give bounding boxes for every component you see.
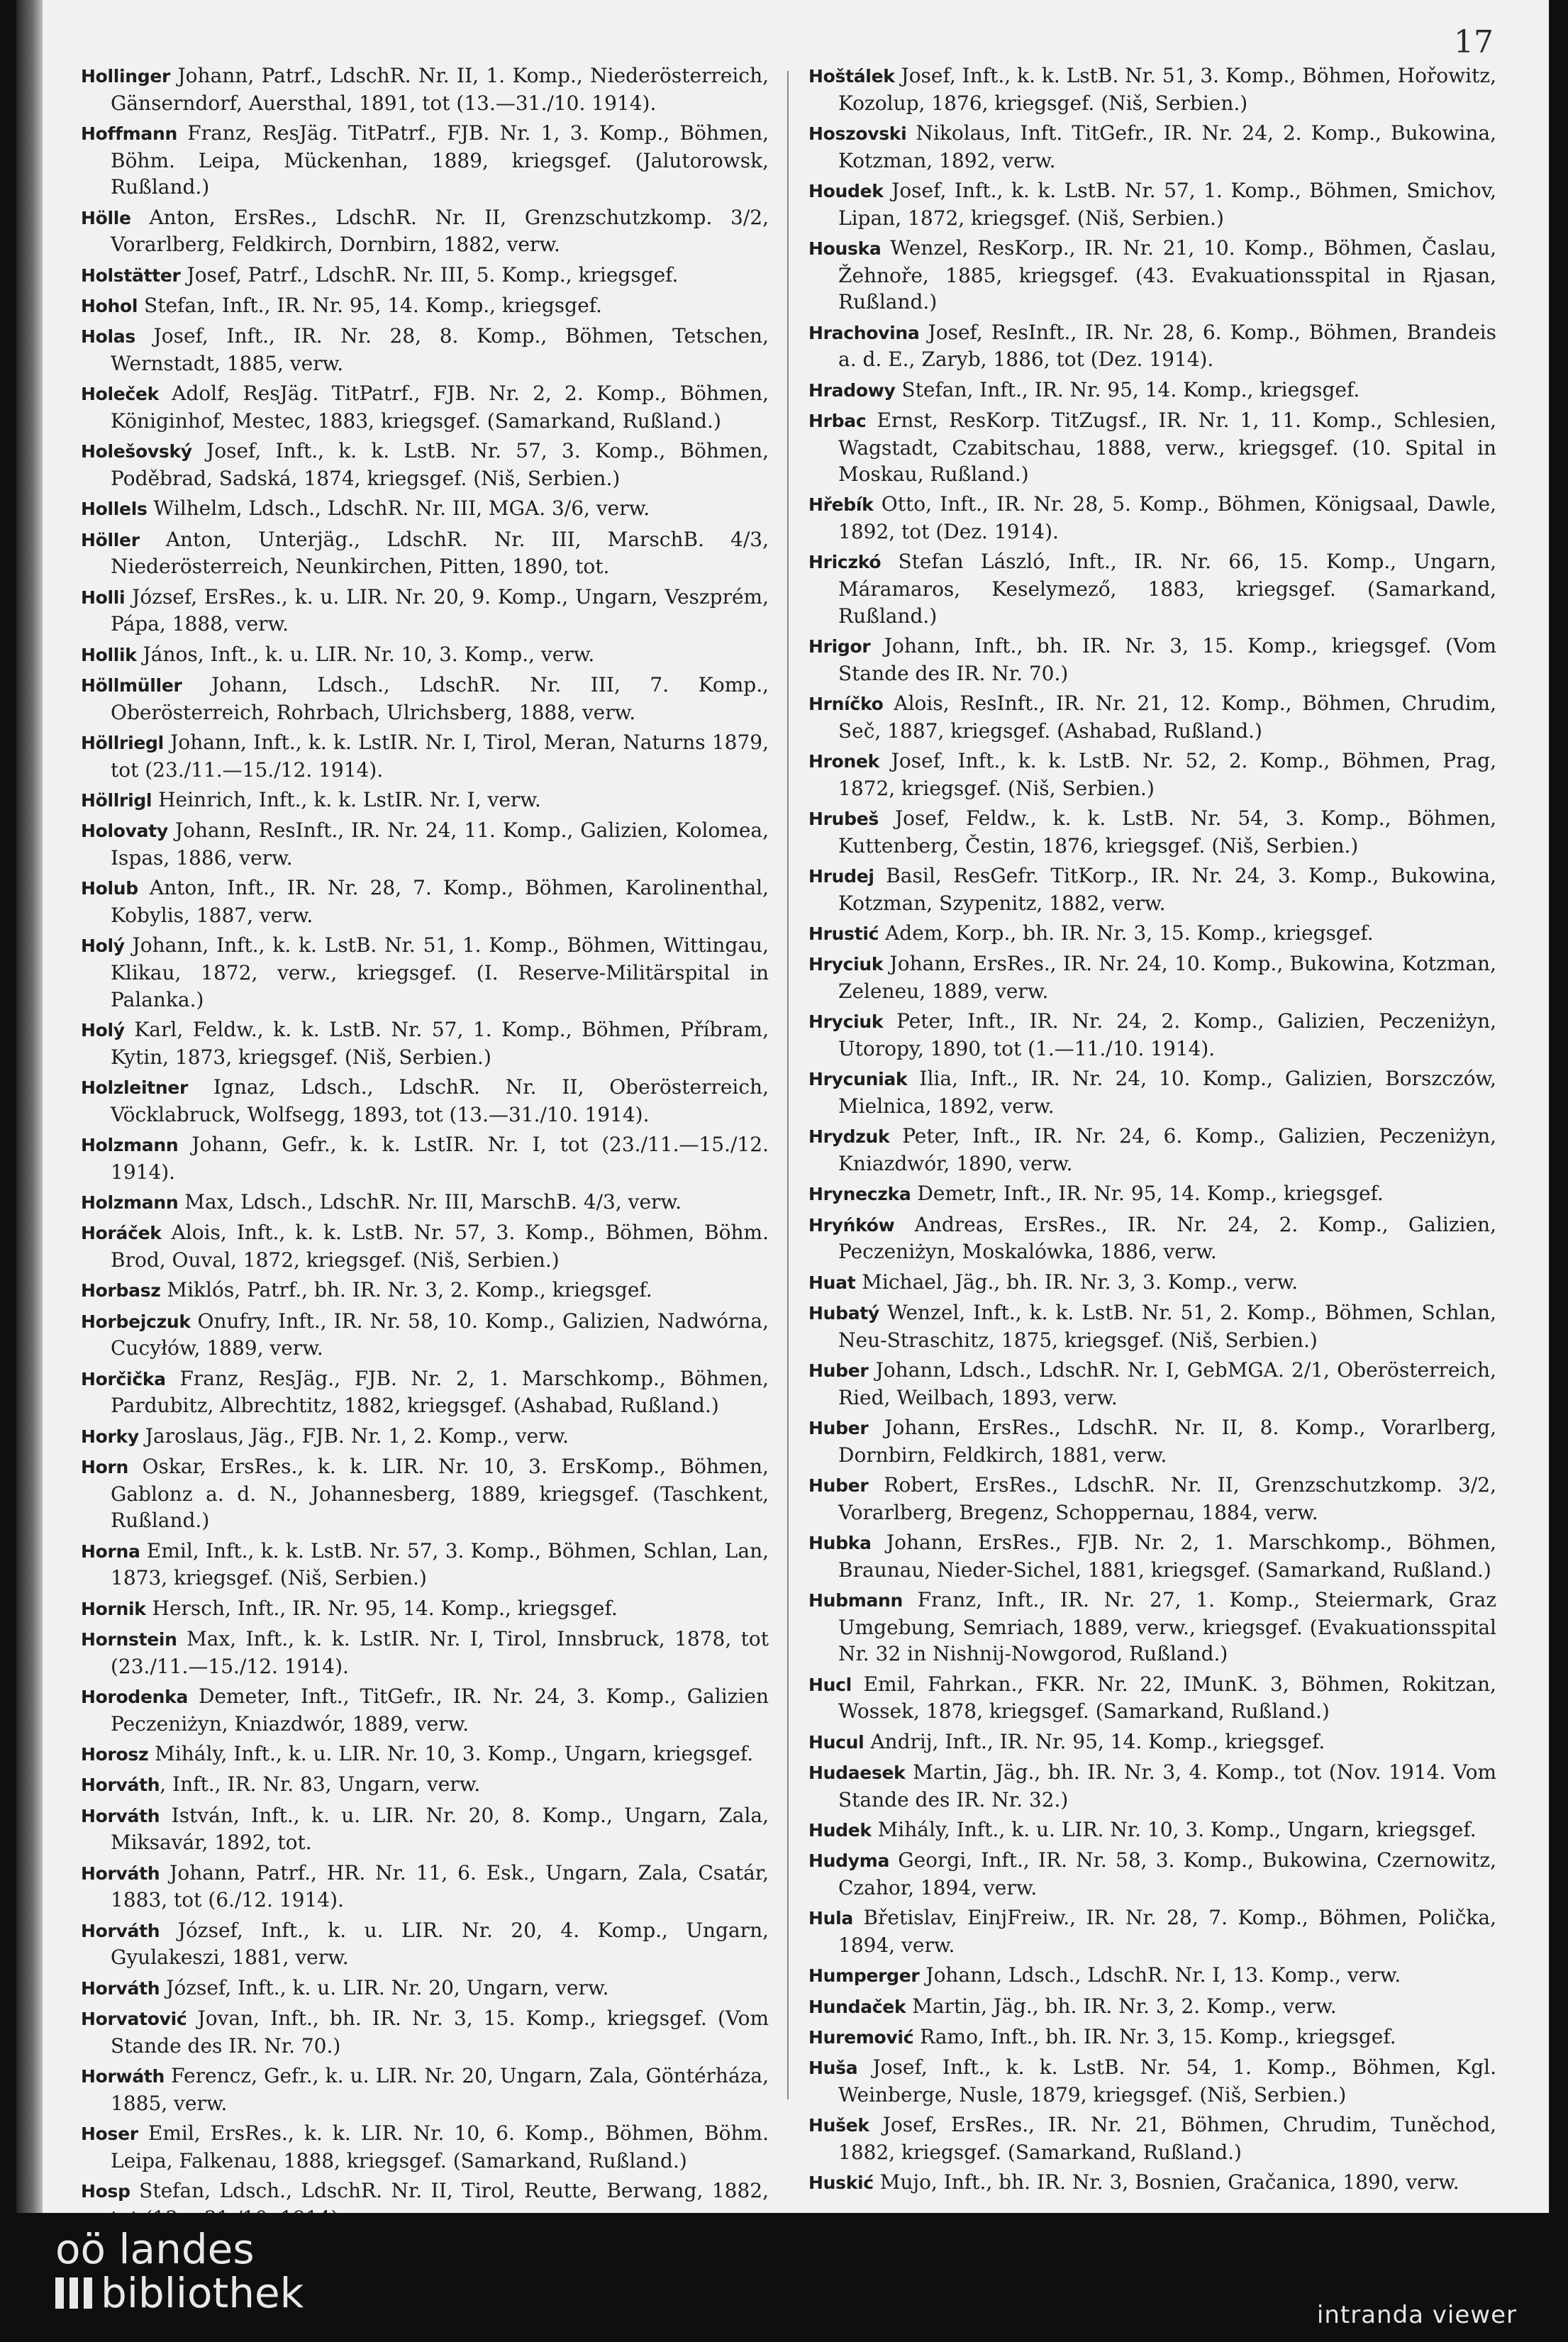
entry-details: Franz, ResJäg., FJB. Nr. 2, 1. Marschkomp., Böhmen, Pardubitz, Albrechtitz, 1882, kriegsgef. (Ashabad, Rußland.)	[111, 1366, 769, 1418]
column-divider	[787, 71, 789, 2099]
entry-details: Johann, Gefr., k. k. LstIR. Nr. I, tot (23./11.—15./12. 1914).	[111, 1132, 769, 1184]
entry-surname: Hucul	[808, 1731, 864, 1753]
entry-surname: Hollels	[81, 499, 148, 520]
entry-surname: Hornik	[81, 1598, 146, 1619]
register-entry	[808, 1299, 1496, 1353]
register-entry	[808, 548, 1496, 629]
entry-surname: Hosp	[81, 2181, 130, 2202]
register-entry	[81, 1595, 769, 1623]
entry-surname: Höller	[81, 529, 140, 550]
entry-surname: Horbasz	[81, 1280, 161, 1302]
register-entry	[81, 729, 769, 783]
entry-details: Josef, Inft., k. k. LstB. Nr. 54, 1. Komp., Böhmen, Kgl. Weinberge, Nusle, 1879, kriegsgef. (Niš, Serbien.)	[838, 2055, 1496, 2107]
entry-details: Josef, Inft., k. k. LstB. Nr. 51, 3. Komp., Böhmen, Hořowitz, Kozolup, 1876, kriegsgef. (Niš, Serbien.)	[838, 64, 1496, 115]
register-entry	[81, 62, 769, 116]
entry-surname: Hubka	[808, 1533, 872, 1553]
register-entry	[81, 1860, 769, 1914]
entry-details: Max, Inft., k. k. LstIR. Nr. I, Tirol, Innsbruck, 1878, tot (23./11.—15./12. 1914).	[111, 1626, 769, 1678]
entry-surname: Holstätter	[81, 265, 181, 286]
entry-surname: Hrustić	[808, 923, 879, 944]
entry-details: Basil, ResGefr. TitKorp., IR. Nr. 24, 3. Komp., Bukowina, Kotzman, Szypenitz, 1882, verw.	[838, 863, 1496, 915]
entry-details: Franz, Inft., IR. Nr. 27, 1. Komp., Steiermark, Graz Umgebung, Semriach, 1889, verw., kriegsgef. (Evakuationsspital Nr. 32 in Nishnij-Nowgorod, Rußland.)	[838, 1587, 1496, 1666]
entry-surname: Holzleitner	[81, 1077, 189, 1098]
entry-surname: Holešovský	[81, 441, 192, 462]
entry-details: Johann, Patrf., HR. Nr. 11, 6. Esk., Ungarn, Zala, Csatár, 1883, tot (6./12. 1914).	[111, 1860, 769, 1912]
entry-surname: Huber	[808, 1360, 869, 1382]
entry-details: József, ErsRes., k. u. LIR. Nr. 20, 9. Komp., Ungarn, Veszprém, Pápa, 1888, verw.	[111, 584, 769, 636]
register-entry	[81, 323, 769, 377]
entry-surname: Huat	[808, 1272, 856, 1293]
entry-details: Johann, Inft., k. k. LstB. Nr. 51, 1. Komp., Böhmen, Wittingau, Klikau, 1872, verw., kriegsgef. (I. Reserve-Militärspital in Palanka.)	[111, 933, 769, 1011]
entry-surname: Huber	[808, 1418, 869, 1439]
register-entry	[808, 1123, 1496, 1177]
entry-details: Jovan, Inft., bh. IR. Nr. 3, 15. Komp., kriegsgef. (Vom Stande des IR. Nr. 70.)	[111, 2007, 769, 2058]
entry-surname: Hubmann	[808, 1589, 903, 1611]
register-entry	[81, 1219, 769, 1273]
entry-details: Hersch, Inft., IR. Nr. 95, 14. Komp., kriegsgef.	[145, 1596, 618, 1620]
entry-details: Alois, ResInft., IR. Nr. 21, 12. Komp., Böhmen, Chrudim, Seč, 1887, kriegsgef. (Ashabad, Rußland.)	[838, 692, 1496, 743]
entry-surname: Hoštálek	[808, 66, 895, 87]
entry-surname: Horváth	[81, 1775, 160, 1796]
register-entry	[81, 1016, 769, 1070]
entry-details: Peter, Inft., IR. Nr. 24, 6. Komp., Galizien, Peczeniżyn, Kniazdwór, 1890, verw.	[838, 1124, 1496, 1175]
register-entry	[81, 292, 769, 320]
entry-surname: Huskić	[808, 2172, 874, 2194]
entry-details: Wilhelm, Ldsch., LdschR. Nr. III, MGA. 3/6, verw.	[147, 496, 650, 521]
register-entry	[808, 1211, 1496, 1265]
entry-surname: Hohol	[81, 295, 138, 316]
register-entry	[81, 2005, 769, 2059]
page-gutter	[17, 0, 43, 2213]
register-entry	[81, 1771, 769, 1799]
entry-details: Johann, Ldsch., LdschR. Nr. III, 7. Komp., Oberösterreich, Rohrbach, Ulrichsberg, 1888, verw.	[111, 673, 769, 724]
register-entry	[808, 1816, 1496, 1844]
register-entry	[808, 491, 1496, 545]
entry-details: Anton, Unterjäg., LdschR. Nr. III, MarschB. 4/3, Niederösterreich, Neunkirchen, Pitten, 1890, tot.	[111, 527, 769, 579]
entry-details: Adem, Korp., bh. IR. Nr. 3, 15. Komp., kriegsgef.	[879, 921, 1374, 945]
register-entry	[808, 407, 1496, 488]
register-entry	[808, 805, 1496, 859]
entry-details: Mujo, Inft., bh. IR. Nr. 3, Bosnien, Gračanica, 1890, verw.	[873, 2170, 1459, 2194]
entry-surname: Höllmüller	[81, 675, 182, 697]
register-entry	[81, 1975, 769, 2002]
entry-surname: Hölle	[81, 207, 131, 228]
entry-details: , Inft., IR. Nr. 83, Ungarn, verw.	[160, 1772, 481, 1797]
register-entry	[808, 690, 1496, 744]
entry-surname: Hoser	[81, 2124, 138, 2145]
register-entry	[81, 495, 769, 523]
entry-surname: Horvatović	[81, 2009, 187, 2030]
register-entry	[81, 380, 769, 434]
entry-details: Alois, Inft., k. k. LstB. Nr. 57, 3. Komp., Böhmen, Böhm. Brod, Ouval, 1872, kriegsgef. (Niš, Serbien.)	[111, 1221, 769, 1272]
entry-surname: Hoszovski	[808, 123, 907, 144]
logo-line-2: bibliothek	[101, 2269, 304, 2317]
entry-surname: Hudyma	[808, 1850, 890, 1872]
register-entry	[81, 1365, 769, 1419]
entry-surname: Horváth	[81, 1805, 160, 1826]
entry-details: József, Inft., k. u. LIR. Nr. 20, 4. Komp., Ungarn, Gyulakeszi, 1881, verw.	[111, 1918, 769, 1970]
register-entry	[81, 1917, 769, 1971]
library-logo[interactable]	[55, 2227, 304, 2315]
register-entry	[808, 1269, 1496, 1297]
register-entry	[808, 1414, 1496, 1468]
entry-details: Ferencz, Gefr., k. u. LIR. Nr. 20, Ungarn, Zala, Göntérháza, 1885, verw.	[111, 2064, 769, 2115]
register-entry	[81, 438, 769, 492]
entry-surname: Horosz	[81, 1743, 149, 1765]
entry-details: Heinrich, Inft., k. k. LstIR. Nr. I, verw.	[152, 788, 541, 811]
entry-surname: Hudek	[808, 1819, 872, 1841]
register-entry	[808, 1993, 1496, 2021]
register-entry	[81, 672, 769, 726]
entry-details: Martin, Jäg., bh. IR. Nr. 3, 2. Komp., verw.	[906, 1994, 1337, 2018]
entry-surname: Hollinger	[81, 66, 171, 87]
entry-surname: Holeček	[81, 384, 159, 405]
entry-details: Johann, ErsRes., FJB. Nr. 2, 1. Marschkomp., Böhmen, Braunau, Nieder-Sichel, 1881, kriegsgef. (Samarkand, Rußland.)	[838, 1531, 1496, 1582]
register-entry	[808, 1962, 1496, 1989]
register-entry	[81, 2120, 769, 2174]
entry-details: Anton, ErsRes., LdschR. Nr. II, Grenzschutzkomp. 3/2, Vorarlberg, Feldkirch, Dornbirn, 1882, verw.	[111, 205, 769, 257]
entry-details: Peter, Inft., IR. Nr. 24, 2. Komp., Galizien, Peczeniżyn, Utoropy, 1890, tot (1.—11./10. 1914).	[838, 1009, 1496, 1060]
register-entry	[808, 319, 1496, 373]
entry-details: Emil, Fahrkan., FKR. Nr. 22, IMunK. 3, Böhmen, Rokitzan, Wossek, 1878, kriegsgef. (Samarkand, Rußland.)	[838, 1672, 1496, 1724]
entry-surname: Horváth	[81, 1863, 160, 1884]
entry-details: Max, Ldsch., LdschR. Nr. III, MarschB. 4/3, verw.	[178, 1189, 682, 1214]
register-entry	[81, 1538, 769, 1592]
register-entry	[81, 1626, 769, 1680]
register-entry	[808, 920, 1496, 948]
entry-details: Josef, ResInft., IR. Nr. 28, 6. Komp., Böhmen, Brandeis a. d. E., Zaryb, 1886, tot (Dez. 1914).	[838, 320, 1496, 372]
entry-details: Anton, Inft., IR. Nr. 28, 7. Komp., Böhmen, Karolinenthal, Kobylis, 1887, verw.	[111, 876, 769, 927]
register-entry	[81, 817, 769, 871]
register-entry	[81, 1074, 769, 1128]
entry-details: Martin, Jäg., bh. IR. Nr. 3, 4. Komp., tot (Nov. 1914. Vom Stande des IR. Nr. 32.)	[838, 1760, 1496, 1811]
entry-surname: Huber	[808, 1475, 869, 1497]
register-entry	[808, 1180, 1496, 1208]
register-entry	[81, 262, 769, 289]
register-entry	[808, 120, 1496, 174]
entry-surname: Huša	[808, 2058, 858, 2079]
entry-details: Miklós, Patrf., bh. IR. Nr. 3, 2. Komp., kriegsgef.	[160, 1278, 652, 1302]
entry-surname: Hrachovina	[808, 322, 920, 343]
entry-details: Johann, ErsRes., IR. Nr. 24, 10. Komp., Bukowina, Kotzman, Zeleneu, 1889, verw.	[838, 952, 1496, 1003]
entry-details: Ramo, Inft., bh. IR. Nr. 3, 15. Komp., kriegsgef.	[913, 2025, 1396, 2049]
entry-surname: Hundaček	[808, 1996, 906, 2017]
entry-details: Georgi, Inft., IR. Nr. 58, 3. Komp., Bukowina, Czernowitz, Czahor, 1894, verw.	[838, 1848, 1496, 1899]
register-entry	[808, 1671, 1496, 1725]
entry-surname: Höllrigl	[81, 790, 152, 811]
entry-details: Josef, Patrf., LdschR. Nr. III, 5. Komp., kriegsgef.	[180, 262, 679, 287]
register-entry	[81, 2063, 769, 2116]
entry-surname: Hrbac	[808, 410, 867, 431]
register-entry	[81, 1741, 769, 1768]
entry-surname: Horodenka	[81, 1686, 189, 1707]
register-entry	[81, 1277, 769, 1304]
register-entry	[808, 1587, 1496, 1667]
entry-surname: Horna	[81, 1541, 140, 1562]
entry-surname: Hucl	[808, 1674, 852, 1695]
register-entry	[808, 1472, 1496, 1526]
entry-surname: Holý	[81, 1019, 125, 1040]
entry-details: Andreas, ErsRes., IR. Nr. 24, 2. Komp., Galizien, Peczeniżyn, Moskalówka, 1886, verw.	[838, 1212, 1496, 1264]
logo-line-1: oö landes	[55, 2225, 255, 2273]
entry-surname: Höllriegl	[81, 733, 164, 754]
register-entry	[808, 2024, 1496, 2051]
entry-surname: Holub	[81, 878, 138, 899]
entry-details: Demetr, Inft., IR. Nr. 95, 14. Komp., kriegsgef.	[911, 1182, 1384, 1206]
entry-details: Mihály, Inft., k. u. LIR. Nr. 10, 3. Komp., Ungarn, kriegsgef.	[148, 1741, 754, 1765]
entry-surname: Huremović	[808, 2027, 914, 2048]
entry-details: Stefan László, Inft., IR. Nr. 66, 15. Komp., Ungarn, Máramaros, Keselymező, 1883, kriegsgef. (Samarkand, Rußland.)	[838, 550, 1496, 628]
register-entry	[808, 1728, 1496, 1756]
entry-surname: Holovaty	[81, 821, 168, 842]
entry-surname: Hronek	[808, 751, 880, 772]
register-entry	[81, 1453, 769, 1534]
register-entry	[808, 2054, 1496, 2108]
entry-surname: Hrydzuk	[808, 1126, 890, 1148]
entry-details: Josef, ErsRes., IR. Nr. 21, Böhmen, Chrudim, Tuněchod, 1882, kriegsgef. (Samarkand, Rußland.)	[838, 2113, 1496, 2165]
register-entry	[81, 875, 769, 928]
entry-details: József, Inft., k. u. LIR. Nr. 20, Ungarn, verw.	[160, 1975, 609, 1999]
entry-details: Johann, Ldsch., LdschR. Nr. I, GebMGA. 2/1, Oberösterreich, Ried, Weilbach, 1893, verw.	[838, 1358, 1496, 1409]
scanned-page	[17, 0, 1549, 2213]
register-entry	[808, 1904, 1496, 1958]
register-entry	[81, 1308, 769, 1362]
entry-surname: Horwáth	[81, 2066, 165, 2087]
entry-details: Josef, Inft., IR. Nr. 28, 8. Komp., Böhmen, Tetschen, Wernstadt, 1885, verw.	[111, 324, 769, 375]
register-entry	[81, 932, 769, 1013]
entry-details: Emil, Inft., k. k. LstB. Nr. 57, 3. Komp., Böhmen, Schlan, Lan, 1873, kriegsgef. (Niš, Serbien.)	[111, 1538, 769, 1590]
left-column	[81, 62, 769, 2235]
entry-surname: Horáček	[81, 1223, 162, 1244]
entry-surname: Hula	[808, 1908, 853, 1929]
entry-details: Johann, ErsRes., LdschR. Nr. II, 8. Komp., Vorarlberg, Dornbirn, Feldkirch, 1881, verw.	[838, 1416, 1496, 1467]
entry-details: Wenzel, Inft., k. k. LstB. Nr. 51, 2. Komp., Böhmen, Schlan, Neu-Straschitz, 1875, kriegsgef. (Niš, Serbien.)	[838, 1301, 1496, 1352]
register-entry	[808, 862, 1496, 916]
entry-surname: Hriczkó	[808, 552, 882, 573]
entry-surname: Horn	[81, 1457, 129, 1478]
register-entry	[808, 1759, 1496, 1813]
entry-details: Mihály, Inft., k. u. LIR. Nr. 10, 3. Komp., Ungarn, kriegsgef.	[871, 1817, 1477, 1841]
entry-surname: Holzmann	[81, 1134, 179, 1155]
entry-surname: Horváth	[81, 1920, 160, 1941]
entry-surname: Hrigor	[808, 636, 871, 657]
register-entry	[81, 1189, 769, 1216]
register-entry	[81, 1683, 769, 1737]
entry-details: Adolf, ResJäg. TitPatrf., FJB. Nr. 2, 2. Komp., Böhmen, Königinhof, Mestec, 1883, kriegsgef. (Samarkand, Rußland.)	[111, 382, 769, 433]
entry-details: Josef, Inft., k. k. LstB. Nr. 52, 2. Komp., Böhmen, Prag, 1872, kriegsgef. (Niš, Serbien.)	[838, 749, 1496, 800]
register-entry	[81, 1131, 769, 1185]
register-entry	[808, 1065, 1496, 1119]
register-entry	[808, 235, 1496, 316]
entry-surname: Hryciuk	[808, 954, 884, 975]
entry-details: Josef, Inft., k. k. LstB. Nr. 57, 3. Komp., Böhmen, Poděbrad, Sadská, 1874, kriegsgef. (Niš, Serbien.)	[111, 439, 769, 490]
register-entry	[808, 2169, 1496, 2197]
entry-details: Johann, Inft., bh. IR. Nr. 3, 15. Komp., kriegsgef. (Vom Stande des IR. Nr. 70.)	[838, 634, 1496, 685]
entry-details: István, Inft., k. u. LIR. Nr. 20, 8. Komp., Ungarn, Zala, Miksavár, 1892, tot.	[111, 1803, 769, 1855]
register-entry	[81, 1802, 769, 1856]
entry-surname: Hollik	[81, 644, 137, 665]
entry-details: Stefan, Inft., IR. Nr. 95, 14. Komp., kriegsgef.	[895, 377, 1360, 401]
entry-surname: Horky	[81, 1426, 139, 1447]
entry-surname: Hrubeš	[808, 809, 879, 829]
register-entry	[808, 633, 1496, 687]
entry-surname: Holzmann	[81, 1192, 179, 1213]
entry-details: Wenzel, ResKorp., IR. Nr. 21, 10. Komp., Böhmen, Časlau, Žehnoře, 1885, kriegsgef. (43. Evakuationsspital in Rjasan, Rußland.)	[838, 235, 1496, 314]
page-number: 17	[1454, 24, 1494, 60]
entry-details: Nikolaus, Inft. TitGefr., IR. Nr. 24, 2. Komp., Bukowina, Kotzman, 1892, verw.	[838, 121, 1496, 172]
entry-details: Johann, Inft., k. k. LstIR. Nr. I, Tirol, Meran, Naturns 1879, tot (23./11.—15./12. 1914).	[111, 731, 769, 782]
register-entry	[808, 2111, 1496, 2165]
entry-details: Otto, Inft., IR. Nr. 28, 5. Komp., Böhmen, Königsaal, Dawle, 1892, tot (Dez. 1914).	[838, 492, 1496, 544]
entry-details: Onufry, Inft., IR. Nr. 58, 10. Komp., Galizien, Nadwórna, Cucyłów, 1889, verw.	[111, 1309, 769, 1360]
register-entry	[808, 177, 1496, 231]
entry-surname: Hoffmann	[81, 123, 177, 144]
register-entry	[81, 787, 769, 814]
entry-details: Demeter, Inft., TitGefr., IR. Nr. 24, 3. Komp., Galizien Peczeniżyn, Kniazdwór, 1889, verw.	[111, 1684, 769, 1736]
entry-details: Břetislav, EinjFreiw., IR. Nr. 28, 7. Komp., Böhmen, Polička, 1894, verw.	[838, 1906, 1496, 1957]
register-entry	[808, 1847, 1496, 1901]
register-entry	[808, 1529, 1496, 1583]
entry-surname: Hryneczka	[808, 1184, 911, 1205]
entry-details: Andrij, Inft., IR. Nr. 95, 14. Komp., kriegsgef.	[864, 1729, 1325, 1753]
register-entry	[81, 1423, 769, 1450]
entry-surname: Holli	[81, 587, 126, 608]
entry-details: Emil, ErsRes., k. k. LIR. Nr. 10, 6. Komp., Böhmen, Böhm. Leipa, Falkenau, 1888, kriegsgef. (Samarkand, Rußland.)	[111, 2121, 769, 2172]
entry-details: Ernst, ResKorp. TitZugsf., IR. Nr. 1, 11. Komp., Schlesien, Wagstadt, Czabitschau, 1888, verw., kriegsgef. (10. Spital in Moskau, Rußland.)	[838, 408, 1496, 487]
entry-surname: Hryciuk	[808, 1011, 884, 1033]
entry-surname: Horčička	[81, 1368, 166, 1389]
entry-details: Karl, Feldw., k. k. LstB. Nr. 57, 1. Komp., Böhmen, Příbram, Kytin, 1873, kriegsgef. (Niš, Serbien.)	[111, 1017, 769, 1069]
entry-surname: Hudaesek	[808, 1762, 906, 1783]
entry-details: Franz, ResJäg. TitPatrf., FJB. Nr. 1, 3. Komp., Böhmen, Böhm. Leipa, Mückenhan, 1889, kriegsgef. (Jalutorowsk, Rußland.)	[111, 121, 769, 199]
register-entry	[81, 584, 769, 638]
register-entry	[808, 377, 1496, 404]
entry-surname: Hušek	[808, 2115, 869, 2136]
entry-surname: Horbejczuk	[81, 1311, 191, 1332]
entry-surname: Houska	[808, 238, 882, 259]
entry-surname: Hryńków	[808, 1214, 895, 1236]
entry-surname: Houdek	[808, 180, 884, 201]
entry-details: Ilia, Inft., IR. Nr. 24, 10. Komp., Galizien, Borszczów, Mielnica, 1892, verw.	[838, 1067, 1496, 1118]
viewer-credit[interactable]: intranda viewer	[1316, 2301, 1517, 2329]
entry-surname: Hradowy	[808, 379, 896, 401]
entry-details: Johann, Ldsch., LdschR. Nr. I, 13. Komp., verw.	[919, 1963, 1401, 1987]
entry-details: Josef, Feldw., k. k. LstB. Nr. 54, 3. Komp., Böhmen, Kuttenberg, Čestin, 1876, kriegsgef. (Niš, Serbien.)	[838, 806, 1496, 858]
register-entry	[808, 62, 1496, 116]
register-entry	[81, 120, 769, 201]
register-entry	[81, 641, 769, 669]
entry-details: Ignaz, Ldsch., LdschR. Nr. II, Oberösterreich, Vöcklabruck, Wolfsegg, 1893, tot (13.—31./10. 1914).	[111, 1075, 769, 1126]
entry-details: Josef, Inft., k. k. LstB. Nr. 57, 1. Komp., Böhmen, Smichov, Lipan, 1872, kriegsgef. (Niš, Serbien.)	[838, 178, 1496, 230]
register-entry	[808, 1008, 1496, 1062]
entry-surname: Hřebík	[808, 494, 874, 516]
register-entry	[81, 204, 769, 258]
entry-details: Robert, ErsRes., LdschR. Nr. II, Grenzschutzkomp. 3/2, Vorarlberg, Bregenz, Schoppernau, 1884, verw.	[838, 1473, 1496, 1524]
entry-surname: Hornstein	[81, 1628, 177, 1650]
logo-bars-icon	[55, 2277, 95, 2309]
entry-details: Stefan, Inft., IR. Nr. 95, 14. Komp., kriegsgef.	[138, 293, 602, 317]
entry-details: Oskar, ErsRes., k. k. LIR. Nr. 10, 3. ErsKomp., Böhmen, Gablonz a. d. N., Johannesberg, 1889, kriegsgef. (Taschkent, Rußland.)	[111, 1455, 769, 1533]
register-entry	[808, 748, 1496, 801]
entry-surname: Horváth	[81, 1977, 160, 1999]
register-entry	[808, 1357, 1496, 1411]
entry-details: Michael, Jäg., bh. IR. Nr. 3, 3. Komp., verw.	[855, 1270, 1299, 1294]
entry-surname: Hubatý	[808, 1303, 879, 1324]
right-column	[808, 62, 1496, 2200]
entry-surname: Hrudej	[808, 865, 874, 887]
entry-details: Johann, Patrf., LdschR. Nr. II, 1. Komp., Niederösterreich, Gänserndorf, Auersthal, 1891, tot (13.—31./10. 1914).	[111, 64, 769, 115]
entry-surname: Hrycuniak	[808, 1069, 908, 1090]
entry-surname: Hrníčko	[808, 694, 884, 715]
entry-surname: Holý	[81, 936, 125, 957]
register-entry	[808, 950, 1496, 1004]
register-entry	[81, 526, 769, 580]
entry-surname: Humperger	[808, 1965, 920, 1987]
entry-details: Jaroslaus, Jäg., FJB. Nr. 1, 2. Komp., verw.	[138, 1423, 569, 1448]
entry-details: Stefan, Ldsch., LdschR. Nr. II, Tirol, Reutte, Berwang, 1882,	[139, 2179, 769, 2203]
entry-details: János, Inft., k. u. LIR. Nr. 10, 3. Komp., verw.	[136, 642, 595, 666]
entry-details: Johann, ResInft., IR. Nr. 24, 11. Komp., Galizien, Kolomea, Ispas, 1886, verw.	[111, 818, 769, 870]
entry-surname: Holas	[81, 326, 135, 348]
